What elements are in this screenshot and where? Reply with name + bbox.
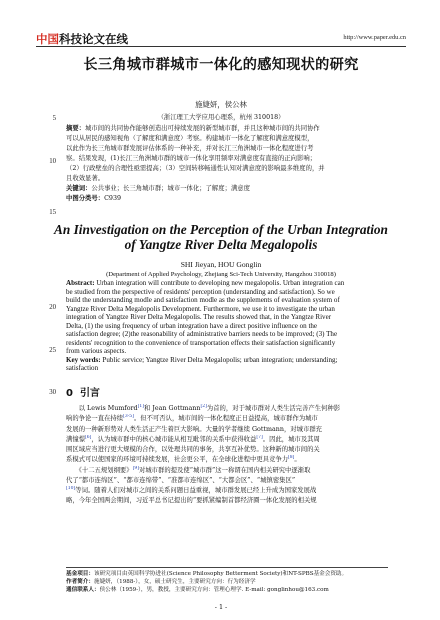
footnote-text: 施婕妍，（1988-），女，硕士研究生，主要研究方向：行为经济学 bbox=[93, 579, 256, 585]
header-divider bbox=[36, 46, 406, 47]
keywords-en-line: satisfaction bbox=[66, 364, 99, 373]
body-text-segment: 围区域应当进行更大规模的合作，以处理共同的事务，共享互补优势。这种新的城市间的关 bbox=[66, 446, 320, 453]
body-text-segment: 。 bbox=[294, 456, 301, 464]
authors-cn: 施婕妍，侯公林 bbox=[195, 100, 247, 109]
body-text-segment: 和 Jean Gottmann bbox=[143, 405, 201, 412]
line-number: 5 bbox=[52, 115, 56, 122]
abstract-en-line bbox=[66, 279, 388, 288]
abstract-en-line: satisfaction degree; (2)the reasonability of administrative barriers needs to be improved; (3) The bbox=[66, 330, 338, 339]
abstract-en-line: integration of Yangtze River Delta Megalopolis. The results showed that, in the Yangtze River bbox=[66, 313, 332, 322]
body-line bbox=[66, 414, 388, 424]
citation-link[interactable]: [10] bbox=[66, 486, 76, 491]
abstract-en-text: Urban integration will contribute to developing new megalopolis. Urban integration can bbox=[94, 279, 345, 287]
footnote-label: 通信联系人： bbox=[66, 587, 100, 593]
body-line bbox=[66, 435, 388, 445]
logo-black-text: 科技论文在线 bbox=[59, 32, 128, 46]
footnote-text: 该研究项目由英国科学协进社(Science Philosophy Betterment Society)和NT-SPBS基金会资助。 bbox=[93, 571, 348, 577]
abstract-en-line: Delta, (1) the using frequency of urban integration have a direct positive influence on the bbox=[66, 321, 318, 330]
footnote-label: 基金项目： bbox=[66, 571, 94, 577]
page-header bbox=[36, 31, 406, 45]
paper-title-en bbox=[36, 222, 406, 252]
body-text-segment: 。但不可否认，城市间的一体化程度正日益提高，城市群作为城市 bbox=[133, 415, 318, 423]
title-en-line: of Yangtze River Delta Megalopolis bbox=[124, 237, 318, 252]
body-text-segment: 。因此，城市及其周 bbox=[262, 435, 320, 443]
body-text-segment: 系模式可以使国家的环境可持续发展，社会更公平，在全球化进程中更具竞争力 bbox=[66, 456, 289, 464]
title-en-line: An Iinvestigation on the Perception of the Urban Integration bbox=[54, 222, 388, 237]
body-text-segment: 响的争论一直在持续 bbox=[66, 415, 124, 423]
body-text-segment: 为首的，对于城市群对人类生活完善产生何种影 bbox=[206, 405, 341, 412]
abstract-en-label: Abstract: bbox=[66, 279, 95, 287]
body-line bbox=[66, 425, 388, 435]
body-line bbox=[66, 476, 388, 486]
section-number: 0 bbox=[66, 388, 73, 399]
body-text-segment: 代了“都市连绵区”、“都市连绵带”、“准都市连绵区”、“大都会区”、“城镇密集区” bbox=[66, 476, 296, 484]
abstract-en-line: build the understanding modle and satisfaction modle as the supplements of evaluation system of bbox=[66, 296, 340, 305]
authors-en: SHI Jieyan, HOU Gonglin bbox=[180, 260, 262, 269]
citation-link[interactable]: [6] bbox=[85, 434, 92, 440]
section-title: 引言 bbox=[79, 388, 100, 399]
section-heading bbox=[66, 388, 100, 400]
affiliation-cn: （浙江理工大学应用心理系，杭州 310018） bbox=[157, 114, 285, 121]
class-number bbox=[66, 194, 388, 204]
affiliation-en: (Department of Applied Psychology, Zhejiang Sci-Tech University, Hangzhou 310018) bbox=[106, 271, 336, 278]
keywords-en-text: Public service; Yangtze River Delta Megalopolis; urban integration; understanding; bbox=[100, 355, 338, 364]
paper-title-cn: 长三角城市群城市一体化的感知现状的研究 bbox=[83, 57, 359, 73]
body-line bbox=[66, 404, 388, 414]
body-text-segment: 《十二五规划纲要》 bbox=[66, 466, 133, 474]
line-number: 30 bbox=[49, 389, 56, 396]
keywords-cn-text: 公共事业；长三角城市群；城市一体化；了解度；满意度 bbox=[91, 185, 250, 192]
abstract-cn bbox=[66, 124, 388, 204]
body-line bbox=[66, 445, 388, 455]
abstract-cn-line bbox=[66, 124, 388, 134]
line-number: 10 bbox=[49, 158, 56, 165]
abstract-en-line: be studied from the perspective of residents' perception (understanding and satisfaction). So we bbox=[66, 287, 335, 296]
body-text-segment: ，认为城市群中的核心城市能从相互毗邻的关系中获得收益 bbox=[91, 435, 257, 443]
body-text bbox=[66, 404, 388, 507]
body-line bbox=[66, 496, 388, 506]
footnote-funding bbox=[66, 570, 388, 578]
footnote-author bbox=[66, 578, 388, 586]
citation-link[interactable]: [1] bbox=[137, 404, 144, 409]
line-number: 25 bbox=[49, 347, 56, 354]
body-text-segment: 满憧憬 bbox=[66, 435, 86, 443]
keywords-cn bbox=[66, 184, 388, 194]
keywords-cn-label: 关键词： bbox=[66, 185, 92, 192]
abstract-en bbox=[66, 279, 388, 373]
footnote-contact bbox=[66, 586, 388, 594]
body-line bbox=[66, 455, 388, 465]
body-text-segment: 发展的一种新形势对人类生活正产生着巨大影响。大量的学者继续 Gottmann，对城市群充 bbox=[66, 425, 323, 433]
site-url[interactable]: http://www.paper.edu.cn bbox=[343, 34, 406, 41]
abstract-cn-line: 以此作为长三角城市群发展评估体系的一种补充，并对长江三角洲城市一体化程度进行考 bbox=[66, 145, 314, 152]
citation-link[interactable]: [8] bbox=[288, 455, 295, 461]
class-number-label: 中图分类号： bbox=[66, 195, 105, 202]
site-logo[interactable] bbox=[36, 31, 128, 47]
line-number: 15 bbox=[49, 209, 56, 216]
citation-link[interactable]: [2] bbox=[200, 404, 207, 409]
citation-link[interactable]: [3-5] bbox=[123, 414, 134, 420]
abstract-cn-line: 且收效显著。 bbox=[66, 175, 105, 182]
keywords-en-label: Key words: bbox=[66, 355, 101, 364]
line-number: 20 bbox=[49, 304, 56, 311]
abstract-cn-line: 可以从居民的感知视角（了解度和满意度）考察。构建城市一体化了解度和满意度模型， bbox=[66, 135, 314, 142]
citation-link[interactable]: [7] bbox=[256, 434, 263, 440]
keywords-en bbox=[66, 356, 388, 365]
citation-link[interactable]: [9] bbox=[132, 465, 139, 471]
abstract-en-line: from various aspects. bbox=[66, 347, 127, 356]
footnote-label: 作者简介： bbox=[66, 579, 94, 585]
abstract-cn-line: 察。结果发现，(1)长江三角洲城市群的城市一体化享用频率对满意度有直接的正向影响； bbox=[66, 155, 317, 162]
footnote-divider bbox=[66, 567, 388, 568]
body-line bbox=[66, 486, 388, 496]
body-text-segment: 等词。随着人们对城市之间的关系问题日益重视，城市群发展已经上升成为国家发展战 bbox=[75, 487, 317, 494]
body-text-segment: 以 Lewis Mumford bbox=[66, 405, 138, 412]
page-number: - 1 - bbox=[214, 603, 228, 611]
logo-red-text: 中国 bbox=[36, 32, 59, 46]
footnotes bbox=[66, 570, 388, 594]
body-line bbox=[66, 466, 388, 476]
body-text-segment: 对城市群的提及使“城市群”这一称谓在国内相关研究中逐渐取 bbox=[138, 466, 311, 474]
abstract-cn-line: （2）行政壁垒的合理性亟需提高；（3）空间转移畅通性认知对满意度的影响最多维度的，并 bbox=[66, 165, 325, 172]
abstract-en-line: residents' recognition to the convenience of transportation effects their satisfaction significantly bbox=[66, 338, 336, 347]
class-number-value: C939 bbox=[104, 195, 122, 202]
body-text-segment: 略，今年全国两会期间，习近平总书记提出的“要抓紧编制首都经济圈一体化发展的相关规 bbox=[66, 497, 317, 505]
footnote-text: 侯公林（1959-），男，教授，主要研究方向：管理心理学. E-mail: gonglinhou@163.com bbox=[99, 587, 329, 593]
abstract-cn-label: 摘要： bbox=[66, 125, 86, 132]
abstract-cn-text: 城市间的共同协作能够创造出可持续发展的新型城市群，并且这种城市间的共同协作 bbox=[85, 125, 320, 132]
abstract-en-line: Yangtze River Delta Megalopolis Development. Furthermore, we use it to investigate the urban bbox=[66, 304, 335, 313]
